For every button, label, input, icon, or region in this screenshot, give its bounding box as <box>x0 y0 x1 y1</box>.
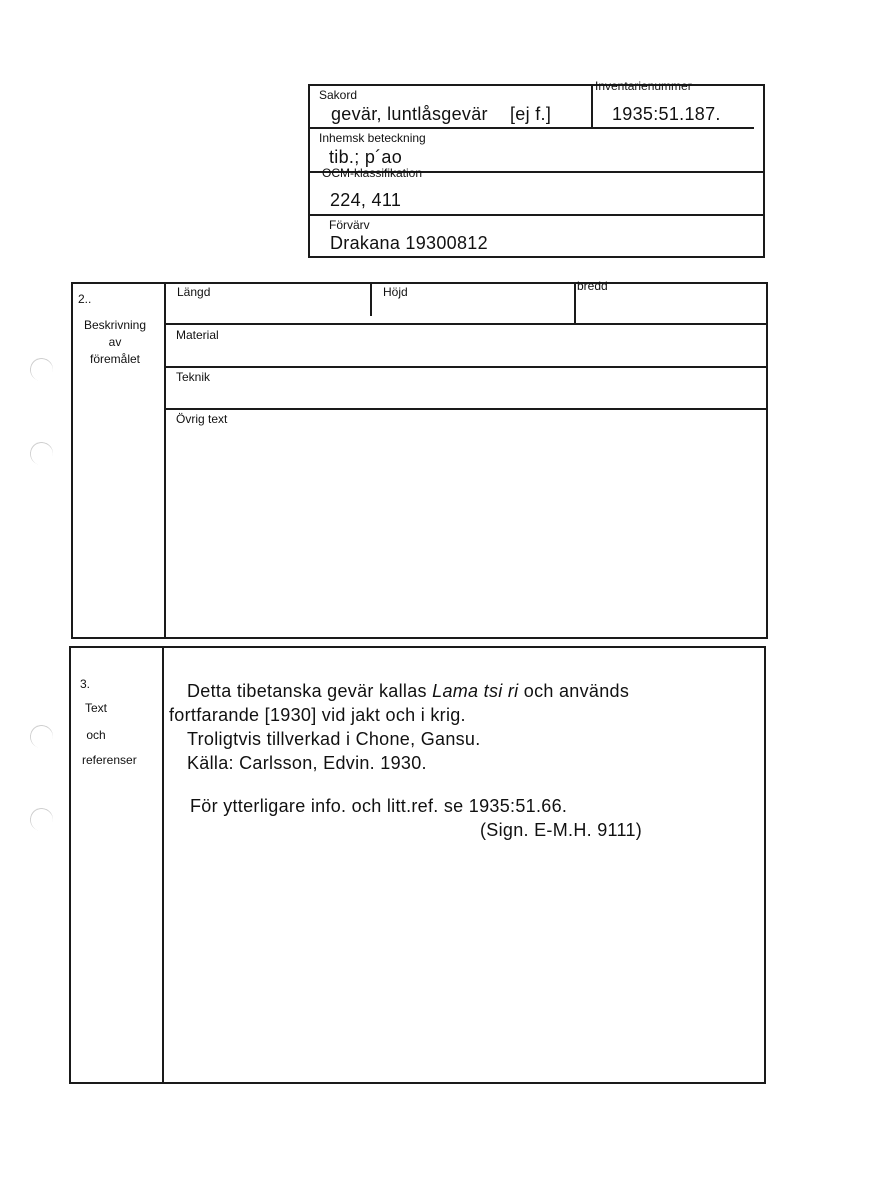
reference-text-segment: och används <box>518 681 630 701</box>
inventarienummer-value: 1935:51.187. <box>612 104 721 124</box>
ovrig-text-label: Övrig text <box>176 412 228 426</box>
inhemsk-beteckning-label: Inhemsk beteckning <box>319 131 426 145</box>
sakord-note: [ej f.] <box>510 104 552 124</box>
side-heading-line: Beskrivning <box>83 318 147 332</box>
reference-italic-term: Lama tsi ri <box>432 681 519 701</box>
reference-text-line: För ytterligare info. och litt.ref. se 1935:51.66. <box>190 796 568 816</box>
description-divider <box>164 366 768 368</box>
side-heading-line: referenser <box>82 753 137 767</box>
reference-text-line: Troligtvis tillverkad i Chone, Gansu. <box>187 729 481 749</box>
side-heading-line: Text <box>84 701 107 715</box>
side-heading-line: föremålet <box>89 352 141 366</box>
reference-text-line <box>187 681 629 702</box>
punch-hole-mark <box>27 805 55 833</box>
header-divider-vertical <box>591 84 593 128</box>
hojd-label: Höjd <box>383 285 408 299</box>
signature-line: (Sign. E-M.H. 9111) <box>480 820 643 840</box>
inventarienummer-label: Inventarienummer <box>595 79 692 93</box>
punch-hole-mark <box>27 722 55 750</box>
header-divider <box>308 214 765 216</box>
ocm-klassifikation-label: OCM-klassifikation <box>322 166 423 180</box>
side-heading-line: av <box>108 335 122 349</box>
description-divider <box>164 323 768 325</box>
teknik-label: Teknik <box>176 370 211 384</box>
sakord-value: gevär, luntlåsgevär <box>331 104 488 124</box>
sakord-label: Sakord <box>319 88 358 102</box>
inhemsk-beteckning-value: tib.; p´ao <box>329 147 403 167</box>
material-label: Material <box>176 328 219 342</box>
section-number: 2.. <box>78 292 92 306</box>
bredd-label: bredd <box>577 279 608 293</box>
header-divider <box>308 127 754 129</box>
forvarv-label: Förvärv <box>329 218 370 232</box>
description-divider <box>164 408 768 410</box>
dimension-divider <box>370 282 372 316</box>
reference-text-segment: Detta tibetanska gevär kallas <box>187 681 433 701</box>
section-side-divider <box>164 282 166 639</box>
ocm-klassifikation-value: 224, 411 <box>330 190 402 210</box>
dimension-divider <box>574 284 576 323</box>
side-heading-line: och <box>86 728 106 742</box>
section-number: 3. <box>80 677 91 691</box>
langd-label: Längd <box>177 285 211 299</box>
punch-hole-mark <box>27 355 55 383</box>
section-side-divider <box>162 646 164 1084</box>
forvarv-value: Drakana 19300812 <box>330 233 488 253</box>
punch-hole-mark <box>27 439 55 467</box>
reference-text-line: fortfarande [1930] vid jakt och i krig. <box>169 705 466 725</box>
reference-text-line: Källa: Carlsson, Edvin. 1930. <box>187 753 427 773</box>
